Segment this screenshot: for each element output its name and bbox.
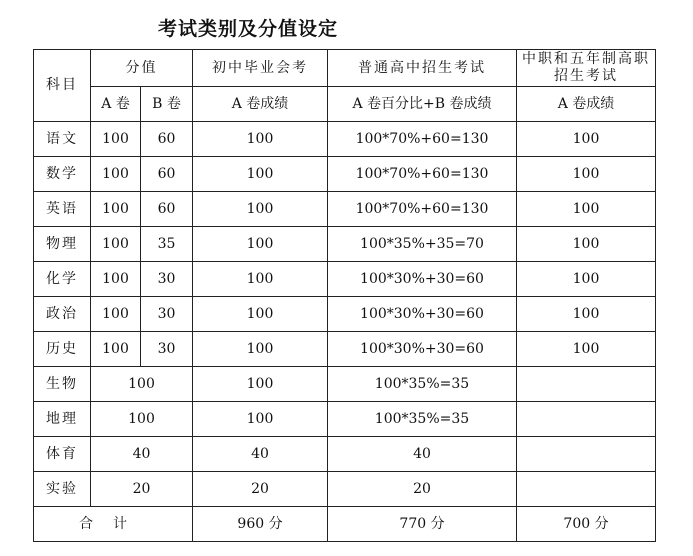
junior-total: 960 分 (193, 507, 328, 542)
junior-score: 100 (193, 332, 328, 367)
combined-score: 40 (91, 437, 193, 472)
combined-score: 100 (91, 367, 193, 402)
junior-exam-header: 初中毕业会考 (193, 50, 328, 87)
vocational-score: 100 (517, 227, 656, 262)
senior-score: 20 (328, 472, 517, 507)
table-row (34, 402, 656, 437)
junior-score: 40 (193, 437, 328, 472)
subject-cell: 体育 (34, 437, 91, 472)
paper-b-score: 30 (141, 332, 193, 367)
table-row (34, 367, 656, 402)
vocational-basis-header: A 卷成绩 (517, 87, 656, 122)
paper-a-score: 100 (91, 332, 141, 367)
subject-cell: 生物 (34, 367, 91, 402)
table-row (34, 122, 656, 157)
vocational-score: 100 (517, 262, 656, 297)
paper-a-score: 100 (91, 297, 141, 332)
senior-score: 100*35%+35=70 (328, 227, 517, 262)
vocational-score: 100 (517, 122, 656, 157)
vocational-score: 100 (517, 192, 656, 227)
subject-cell: 数学 (34, 157, 91, 192)
junior-basis-header: A 卷成绩 (193, 87, 328, 122)
senior-score: 100*35%=35 (328, 367, 517, 402)
paper-a-header: A 卷 (91, 87, 141, 122)
subject-header: 科目 (34, 50, 91, 122)
senior-basis-header: A 卷百分比+B 卷成绩 (328, 87, 517, 122)
paper-b-score: 30 (141, 297, 193, 332)
total-row (34, 507, 656, 542)
table-row (34, 227, 656, 262)
subject-cell: 政治 (34, 297, 91, 332)
vocational-score (517, 402, 656, 437)
senior-exam-header: 普通高中招生考试 (328, 50, 517, 87)
table-row (34, 297, 656, 332)
score-table (33, 49, 656, 542)
vocational-score: 100 (517, 157, 656, 192)
subject-cell: 地理 (34, 402, 91, 437)
junior-score: 100 (193, 157, 328, 192)
combined-score: 20 (91, 472, 193, 507)
senior-score: 100*30%+30=60 (328, 262, 517, 297)
header-row-2 (34, 87, 656, 122)
paper-a-score: 100 (91, 122, 141, 157)
paper-b-score: 60 (141, 122, 193, 157)
table-row (34, 192, 656, 227)
total-label: 合计 (34, 507, 193, 542)
paper-b-score: 60 (141, 192, 193, 227)
junior-score: 100 (193, 262, 328, 297)
vocational-score (517, 472, 656, 507)
subject-cell: 英语 (34, 192, 91, 227)
junior-score: 100 (193, 297, 328, 332)
senior-score: 100*70%+60=130 (328, 192, 517, 227)
table-row (34, 332, 656, 367)
vocational-score (517, 437, 656, 472)
junior-score: 100 (193, 122, 328, 157)
paper-b-score: 60 (141, 157, 193, 192)
paper-b-header: B 卷 (141, 87, 193, 122)
paper-b-score: 30 (141, 262, 193, 297)
senior-score: 100*30%+30=60 (328, 332, 517, 367)
table-row (34, 472, 656, 507)
vocational-exam-header: 中职和五年制高职招生考试 (517, 50, 656, 87)
junior-score: 100 (193, 402, 328, 437)
senior-score: 100*30%+30=60 (328, 297, 517, 332)
table-row (34, 157, 656, 192)
subject-cell: 语文 (34, 122, 91, 157)
vocational-score (517, 367, 656, 402)
header-row-1 (34, 50, 656, 87)
vocational-score: 100 (517, 297, 656, 332)
subject-cell: 实验 (34, 472, 91, 507)
vocational-score: 100 (517, 332, 656, 367)
score-header: 分值 (91, 50, 193, 87)
table-row (34, 437, 656, 472)
senior-score: 100*35%=35 (328, 402, 517, 437)
subject-cell: 物理 (34, 227, 91, 262)
page-title: 考试类别及分值设定 (158, 18, 339, 40)
paper-a-score: 100 (91, 227, 141, 262)
paper-a-score: 100 (91, 192, 141, 227)
senior-total: 770 分 (328, 507, 517, 542)
combined-score: 100 (91, 402, 193, 437)
subject-cell: 历史 (34, 332, 91, 367)
vocational-total: 700 分 (517, 507, 656, 542)
table-row (34, 262, 656, 297)
paper-a-score: 100 (91, 262, 141, 297)
junior-score: 100 (193, 367, 328, 402)
junior-score: 100 (193, 227, 328, 262)
senior-score: 100*70%+60=130 (328, 157, 517, 192)
junior-score: 100 (193, 192, 328, 227)
senior-score: 40 (328, 437, 517, 472)
senior-score: 100*70%+60=130 (328, 122, 517, 157)
subject-cell: 化学 (34, 262, 91, 297)
paper-b-score: 35 (141, 227, 193, 262)
junior-score: 20 (193, 472, 328, 507)
paper-a-score: 100 (91, 157, 141, 192)
